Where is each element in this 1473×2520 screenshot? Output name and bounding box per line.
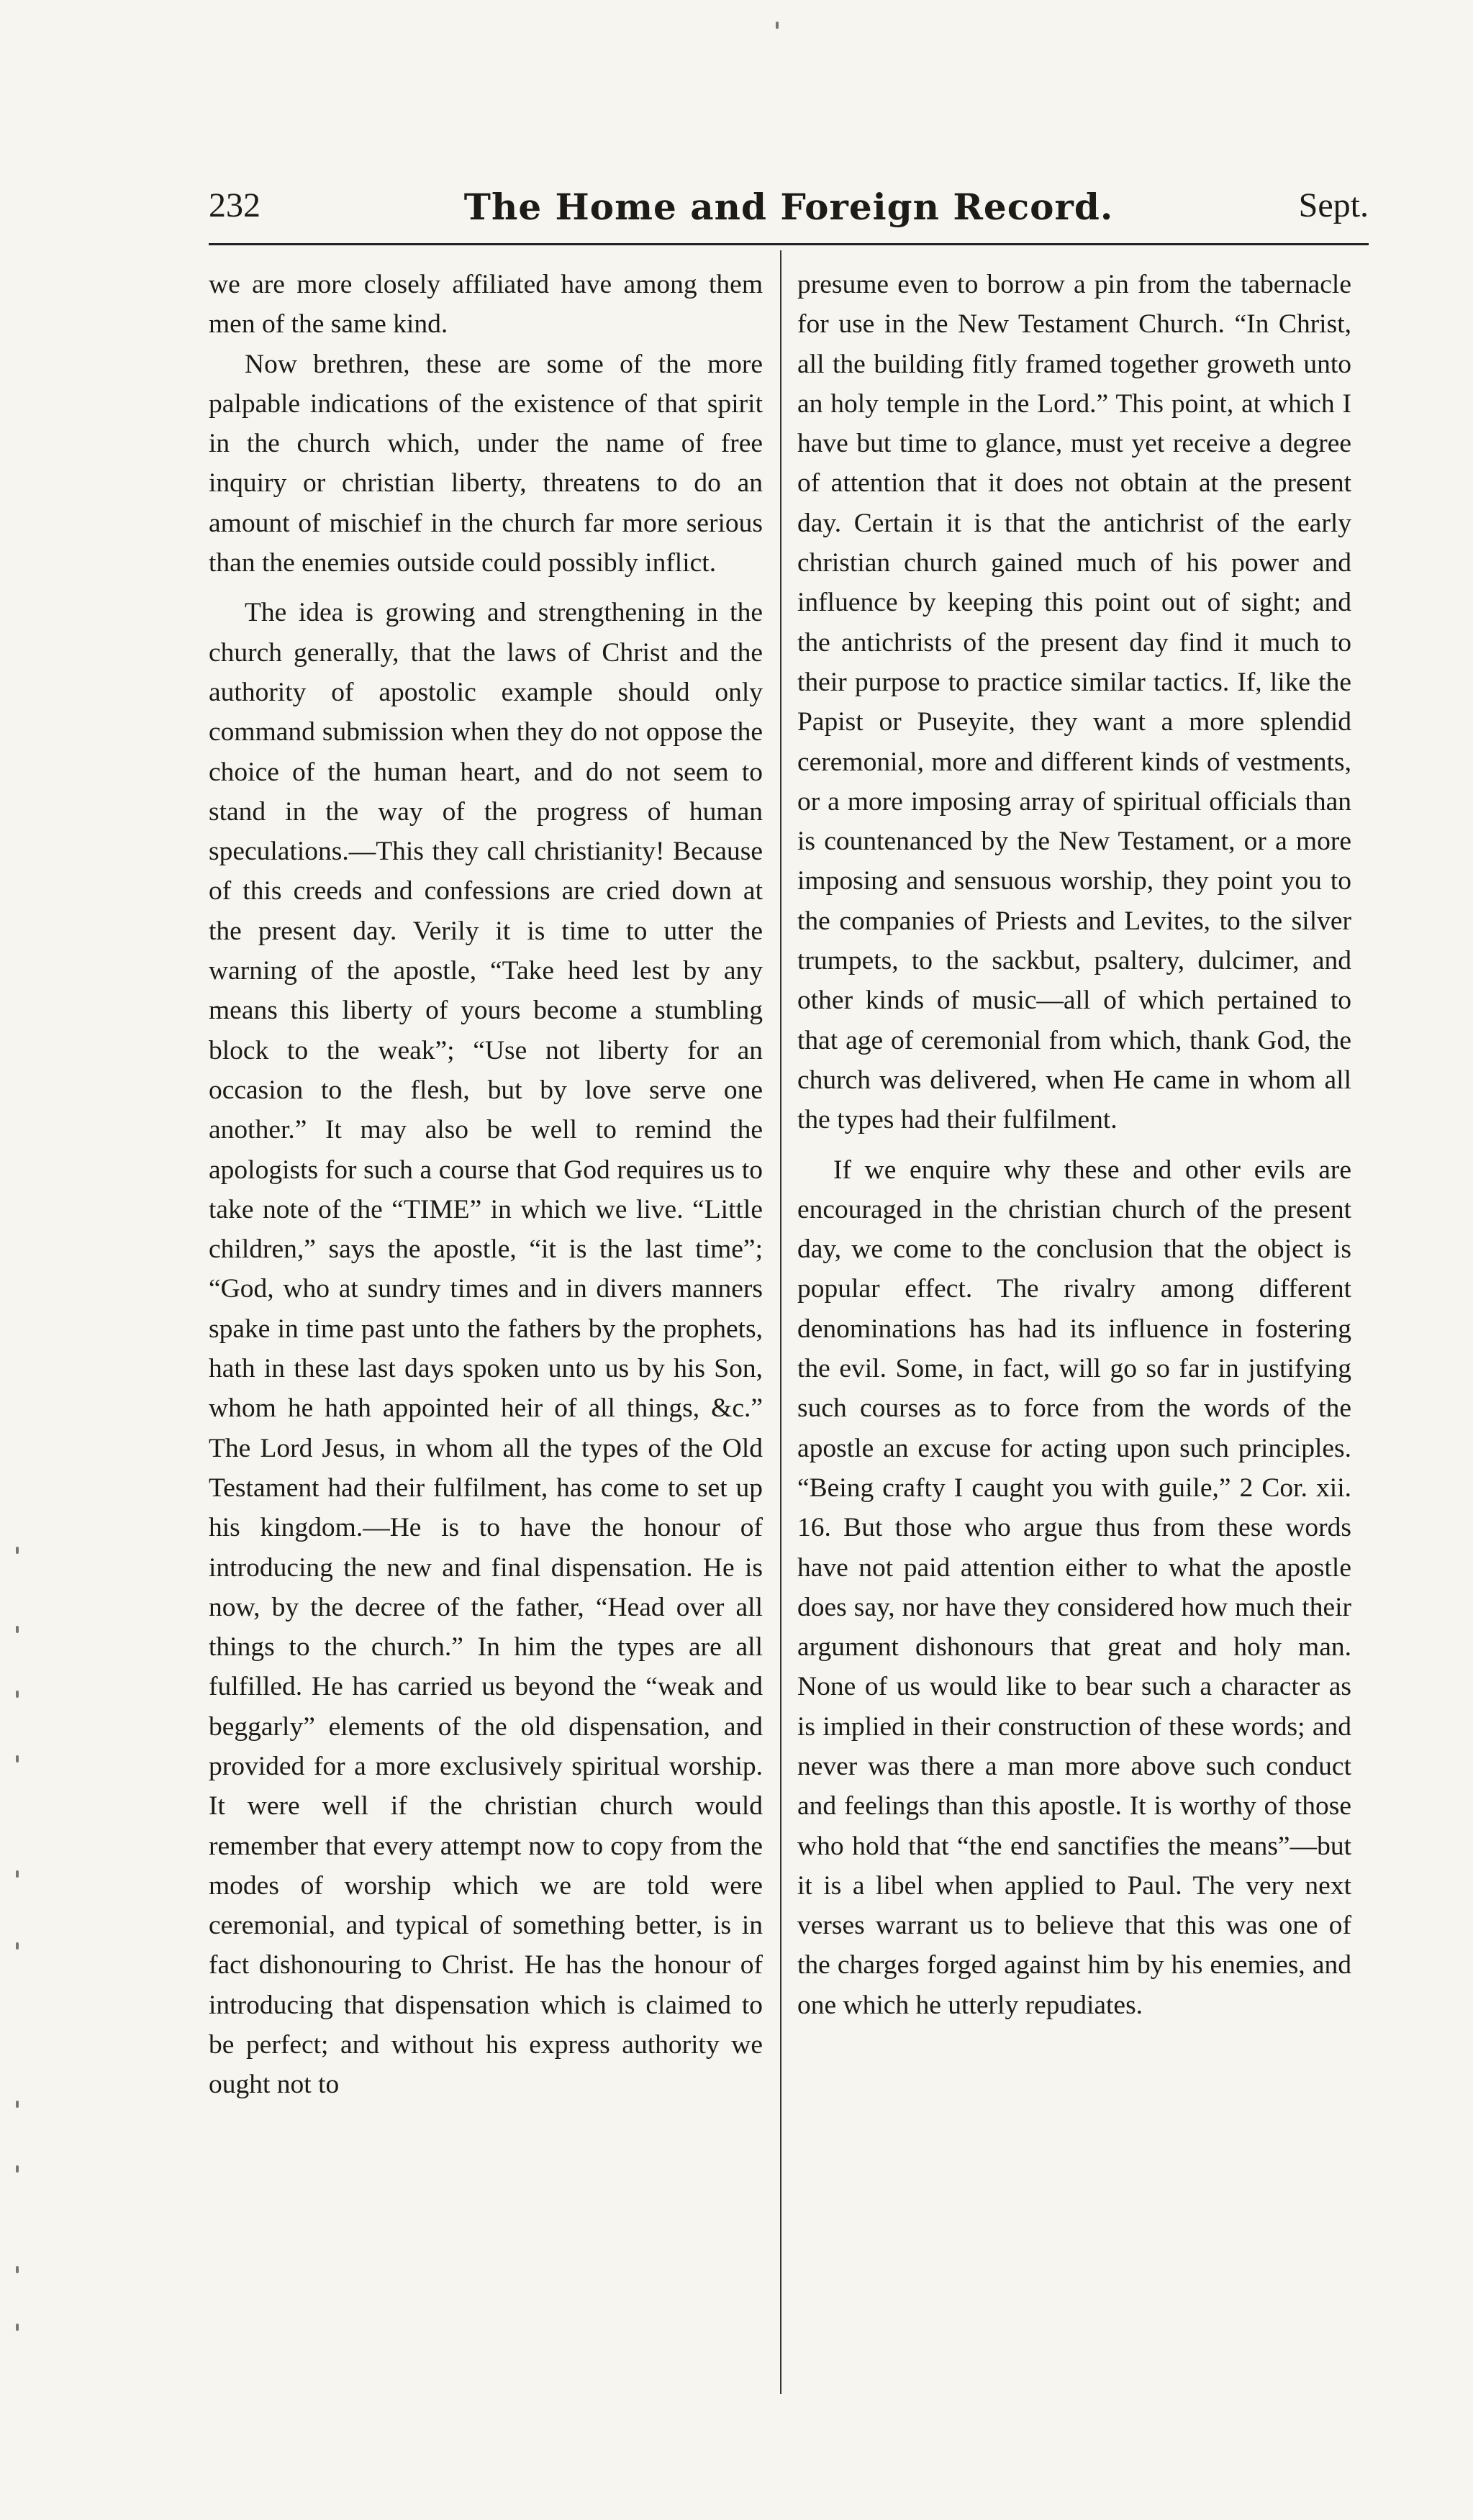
left-paragraph-3: The idea is growing and strengthening in the church generally, that the laws of Christ and the authority of apostolic example should only command submission when they do not oppose the choice of the human heart, and do not seem to stand in the way of the progress of human speculations.—This they call christianity! Because of this creeds and confessions are cried down at the present day. Verily it is time to utter the warning of the apostle, “Take heed lest by any means this liberty of yours become a stumbling block to the weak”; “Use not liberty for an occasion to the flesh, but by love serve one another.” It may also be well to remind the apologists for such a course that God requires us to take note of the “TIME” in which we live. “Little children,” says the apostle, “it is the last time”; “God, who at sundry times and in divers manners spake in time past unto the fathers by the prophets, hath in these last days spoken unto us by his Son, whom he hath appointed heir of all things, &c.” The Lord Jesus, in whom all the types of the Old Testament had their fulfilment, has come to set up his kingdom.—He is to have the honour of introducing the new and final dispensation. He is now, by the decree of the father, “Head over all things to the church.” In him the types are all fulfilled. He has carried us beyond the “weak and beggarly” elements of the old dispensation, and provided for a more exclusively spiritual worship. It were well if the christian church would remember that every attempt now to copy from the modes of worship which we are told were ceremonial, and typical of something better, is in fact dishonouring to Christ. He has the honour of introducing that dispensation which is claimed to be perfect; and without his express authority we ought not to	[209, 598, 763, 2100]
left-paragraph-2: Now brethren, these are some of the more palpable indications of the existence of that spirit in the church which, under the name of free inquiry or christian liberty, threatens to do an amount of mischief in the church far more serious than the enemies outside could possibly inflict.	[209, 349, 763, 578]
column-divider	[780, 250, 781, 2394]
running-title: The Home and Foreign Record.	[463, 186, 1114, 228]
left-paragraph-1: we are more closely affiliated have among them men of the same kind.	[209, 270, 763, 340]
left-column	[209, 265, 763, 2105]
issue-month: Sept.	[1298, 186, 1369, 224]
right-paragraph-1: presume even to borrow a pin from the tabernacle for use in the New Testament Church. “In Christ, all the building fitly framed together groweth unto an holy temple in the Lord.” This point, at which I have but time to glance, must yet receive a degree of attention that it does not obtain at the present day. Certain it is that the antichrist of the early christian church gained much of his power and influence by keeping this point out of sight; and the antichrists of the present day find it much to their purpose to practice similar tactics. If, like the Papist or Puseyite, they want a more splendid ceremonial, more and different kinds of vestments, or a more imposing array of spiritual officials than is countenanced by the New Testament, or a more imposing and sensuous worship, they point you to the companies of Priests and Levites, to the silver trumpets, to the sackbut, psaltery, dulcimer, and other kinds of music—all of which pertained to that age of ceremonial from which, thank God, the church was delivered, when He came in whom all the types had their fulfilment.	[797, 270, 1351, 1135]
page-number: 232	[209, 186, 260, 224]
running-header	[209, 186, 1369, 243]
right-paragraph-2: If we enquire why these and other evils are encouraged in the christian church of the present day, we come to the conclusion that the object is popular effect. The rivalry among different denominations has had its influence in fostering the evil. Some, in fact, will go so far in justifying such courses as to force from the words of the apostle an excuse for acting upon such principles. “Being crafty I caught you with guile,” 2 Cor. xii. 16. But those who argue thus from these words have not paid attention either to what the apostle does say, nor have they considered how much their argument dishonours that great and holy man. None of us would like to bear such a character as is implied in their construction of these words; and never was there a man more above such conduct and feelings than this apostle. It is worthy of those who hold that “the end sanctifies the means”—but it is a libel when applied to Paul. The very next verses warrant us to believe that this was one of the charges forged against him by his enemies, and one which he utterly repudiates.	[797, 1155, 1351, 2020]
header-rule	[209, 243, 1369, 245]
right-column	[797, 265, 1351, 2025]
